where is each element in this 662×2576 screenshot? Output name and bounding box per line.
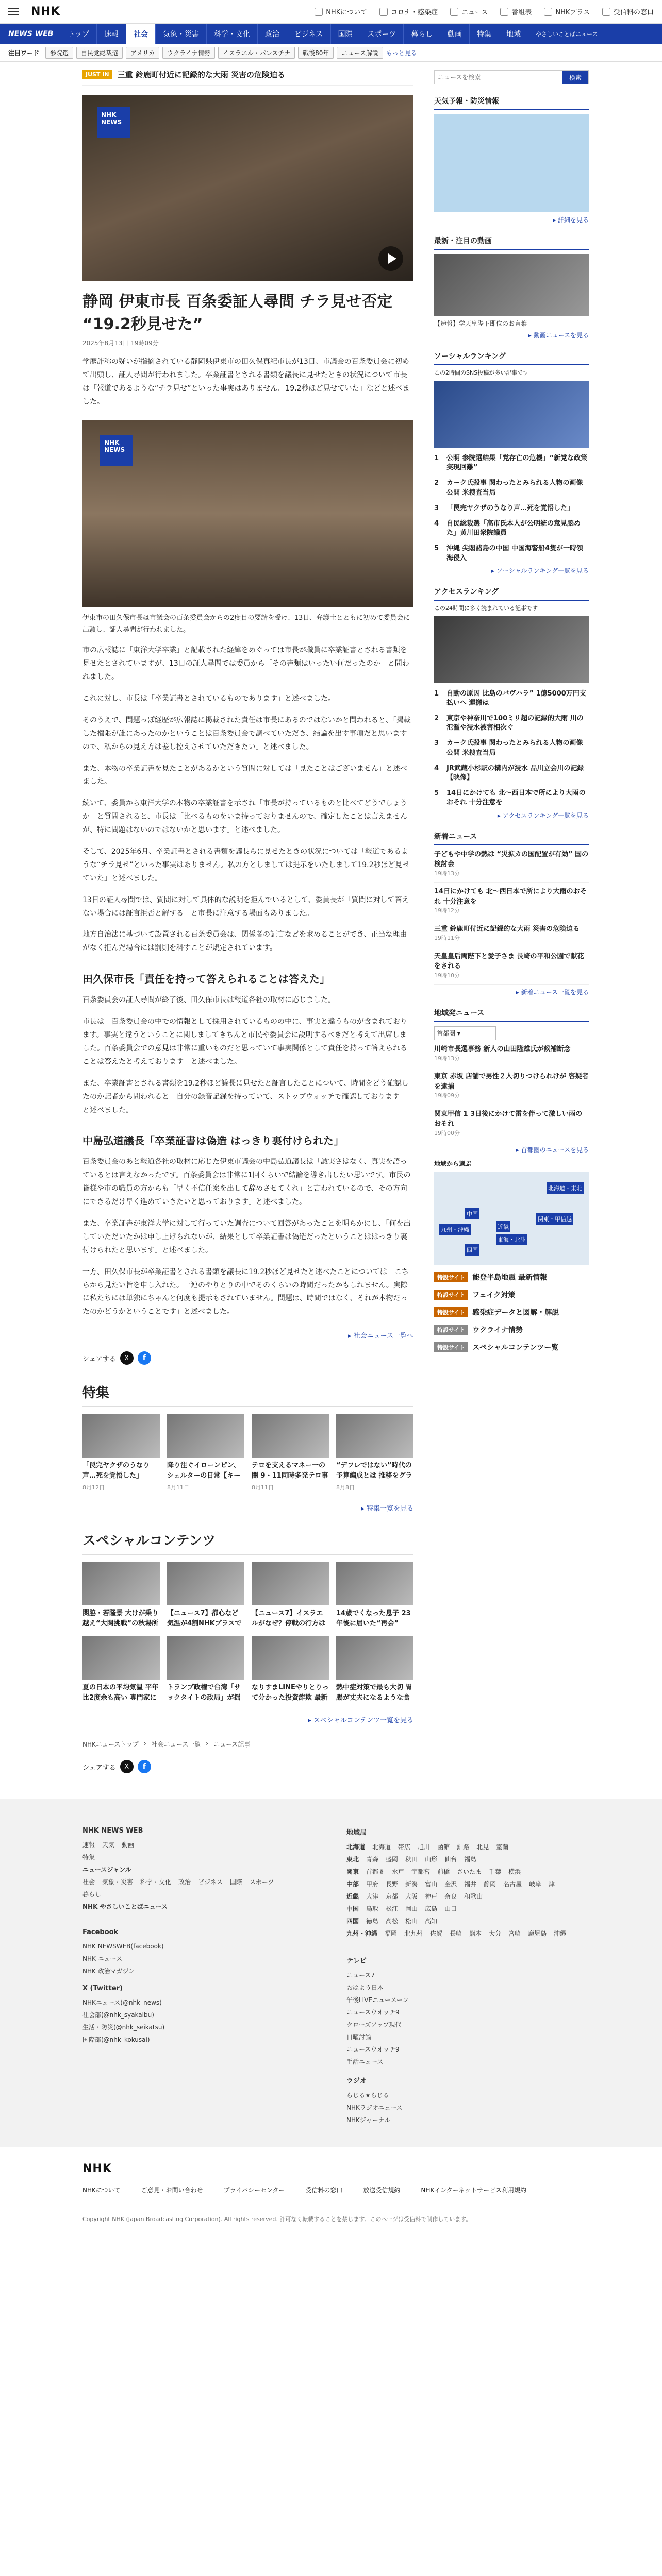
region-link[interactable]: 宇都宮 bbox=[411, 1868, 431, 1876]
ranking-item[interactable]: 2 東京や神奈川で100ミリ超の記録的大雨 川の氾濫や浸水被害相次ぐ bbox=[434, 715, 584, 732]
breadcrumb: NHKニューストップ › 社会ニュース一覧 › ニュース記事 bbox=[82, 1740, 251, 1749]
region-link[interactable]: 広島 bbox=[425, 1905, 438, 1913]
feature-card[interactable]: 「罠完ヤクザのうなり声…死を覚悟した」 8月12日 bbox=[82, 1414, 160, 1492]
top-link-fee[interactable]: 受信料の窓口 bbox=[602, 7, 654, 16]
region-map[interactable] bbox=[434, 1172, 589, 1265]
keyword-label: 注目ワード bbox=[8, 49, 40, 57]
region-link[interactable]: 函館 bbox=[437, 1843, 450, 1851]
special-site-link[interactable]: 特設サイト フェイク対策 bbox=[434, 1290, 589, 1300]
thumbnail bbox=[252, 1636, 329, 1680]
search-input[interactable] bbox=[435, 71, 562, 84]
news-item[interactable]: 東京 赤坂 店舗で男性２人切りつけられけが 容疑者を逮捕 19時09分 bbox=[434, 1067, 589, 1105]
region-link[interactable]: 北見 bbox=[476, 1843, 489, 1851]
ranking-item[interactable]: 3 カーク氏殺事 関わったとみられる人物の画像公開 米捜査当局 bbox=[434, 739, 583, 757]
nav-weather[interactable]: 気象・災害 bbox=[156, 24, 207, 44]
special-site-link[interactable]: 特設サイト 感染症データと図解・解説 bbox=[434, 1307, 589, 1317]
region-link[interactable]: 大分 bbox=[489, 1930, 502, 1938]
access-ranking-link[interactable]: ▸ アクセスランキング一覧を見る bbox=[497, 811, 589, 819]
region-link[interactable]: 佐賀 bbox=[430, 1930, 443, 1938]
ranking-item[interactable]: 4 JR武蔵小杉駅の構内が浸水 品川立会川の記録【映像】 bbox=[434, 764, 584, 782]
footer-title: X (Twitter) bbox=[82, 1985, 123, 1993]
breaking-alert[interactable] bbox=[82, 69, 413, 86]
nav-society[interactable]: 社会 bbox=[126, 24, 156, 44]
weather-map[interactable] bbox=[434, 114, 589, 212]
video-thumbnail[interactable] bbox=[434, 254, 589, 316]
region-button[interactable]: 四国 bbox=[465, 1244, 479, 1256]
top-link-plus[interactable]: NHKプラス bbox=[544, 7, 590, 16]
region-select[interactable]: 首都圏 ▾ bbox=[434, 1026, 496, 1040]
nav-international[interactable]: 国際 bbox=[331, 24, 360, 44]
thumbnail bbox=[336, 1414, 413, 1458]
footer-link[interactable]: 受信料の窓口 bbox=[305, 2187, 343, 2194]
thumbnail bbox=[167, 1636, 244, 1680]
paragraph: また、本物の卒業証書を見たことがあるかという質問に対しては「見たことはございません」と述べました。 bbox=[82, 764, 407, 786]
region-link[interactable]: 岐阜 bbox=[529, 1880, 542, 1888]
virus-icon bbox=[379, 8, 388, 16]
footer-title: テレビ bbox=[346, 1957, 367, 1965]
footer-link[interactable]: ニュース7 bbox=[346, 1972, 375, 1979]
facebook-share-icon[interactable]: f bbox=[138, 1760, 151, 1773]
footer-title: Facebook bbox=[82, 1928, 119, 1937]
paragraph: 百条委員会の証人尋問が終了後、田久保市長は報道各社の取材に応じました。 bbox=[82, 996, 335, 1005]
info-icon bbox=[315, 8, 323, 16]
share-label: シェアする bbox=[82, 1355, 116, 1363]
footer-left bbox=[82, 1820, 316, 2126]
ranking-item[interactable]: 1 自動の原因 比島のバヴハラ” 1億5000万円支払いへ 運搬は bbox=[434, 689, 586, 707]
top-link-news[interactable]: ニュース bbox=[450, 7, 488, 16]
breadcrumb-item[interactable]: 社会ニュース一覧 bbox=[151, 1741, 201, 1749]
video-caption[interactable]: 【速報】学天皇陛下即位のお言葉 bbox=[434, 320, 527, 327]
alert-text: 三重 鈴鹿町付近に記録的な大雨 災害の危険迫る bbox=[117, 70, 286, 79]
region-row bbox=[346, 1866, 580, 1878]
nhk-logo[interactable]: NHK bbox=[31, 5, 60, 18]
region-link[interactable]: 横浜 bbox=[508, 1868, 521, 1876]
top-link-program[interactable]: 番組表 bbox=[500, 7, 532, 16]
just-in-tag: JUST IN bbox=[82, 70, 112, 79]
thumbnail bbox=[82, 1414, 160, 1458]
nav-life[interactable]: 暮らし bbox=[404, 24, 440, 44]
footer-link[interactable]: 放送受信規約 bbox=[363, 2187, 401, 2194]
news-item[interactable]: 14日にかけても 北〜西日本で所により大雨のおそれ 十分注意を 19時12分 bbox=[434, 883, 589, 920]
paragraph: これに対し、市長は「卒業証書とされているものであります」と述べました。 bbox=[82, 694, 335, 703]
footer-link[interactable]: 生活・防災(@nhk_seikatsu) bbox=[82, 2024, 165, 2031]
footer-link[interactable]: 国際部(@nhk_kokusai) bbox=[82, 2036, 150, 2044]
footer-link[interactable]: 天気 bbox=[102, 1841, 115, 1849]
region-link[interactable]: 高知 bbox=[425, 1918, 438, 1925]
footer-link[interactable]: NHKについて bbox=[82, 2187, 121, 2194]
footer-link[interactable]: ニュースウオッチ9 bbox=[346, 2046, 400, 2054]
footer-link[interactable]: 国際 bbox=[229, 1878, 242, 1886]
x-share-icon[interactable]: X bbox=[120, 1760, 134, 1773]
special-card[interactable]: 【ニュース7】イスラエルがなぜ？停戦の行方は bbox=[252, 1562, 329, 1629]
region-link[interactable]: 松山 bbox=[405, 1918, 418, 1925]
feature-card[interactable]: “デフレではない”時代の予算編成とは 推移をグラ 8月8日 bbox=[336, 1414, 413, 1492]
keyword-tag[interactable]: 自民党総裁選 bbox=[76, 47, 123, 59]
special-card[interactable]: 夏の日本の平均気温 平年比2度余も高い 専門家に bbox=[82, 1636, 160, 1703]
news-item[interactable]: 三重 鈴鹿町付近に記録的な大雨 災害の危険迫る 19時11分 bbox=[434, 920, 589, 947]
footer-link[interactable]: NHKラジオニュース bbox=[346, 2104, 403, 2112]
special-card[interactable]: 熱中症対策で最も大切 胃腸が丈夫になるような食 bbox=[336, 1636, 413, 1703]
special-card[interactable]: 【ニュース7】都心など気温が4割NHKプラスで bbox=[167, 1562, 244, 1629]
region-link[interactable]: 釧路 bbox=[457, 1843, 470, 1851]
thumbnail bbox=[82, 1636, 160, 1680]
paragraph: 一方、田久保市長が卒業証書とされる書類を議長に19.2秒ほど見せたと述べたことについては「こちらから見たい旨を申し入れた。一連のやりとりの中でそのくらいの時間だったかもしれません。実際に私たちには単独にちゃんと何度も提示もされていません。問題は、時間ではなく、それが本物だったのかどうかということです」と述べました。 bbox=[82, 1267, 409, 1316]
breadcrumb-item[interactable]: NHKニューストップ bbox=[82, 1741, 139, 1749]
region-link[interactable]: 福岡 bbox=[385, 1930, 398, 1938]
access-ranking bbox=[434, 586, 589, 820]
footer-link[interactable]: らじる★らじる bbox=[346, 2092, 389, 2099]
region-button[interactable]: 関東・甲信越 bbox=[536, 1213, 573, 1225]
region-link[interactable]: 徳島 bbox=[366, 1918, 379, 1925]
article-date: 2025年8月13日 19時09分 bbox=[82, 340, 159, 347]
region-map-label: 地域から選ぶ bbox=[434, 1160, 472, 1168]
footer-link[interactable]: 手話ニュース bbox=[346, 2058, 384, 2066]
paragraph: 百条委員会のあと報道各社の取材に応じた伊東市議会の中島弘道議長は「誠実さはなく、真実を語っているとは言えなかったです。百条委員会は非常に1回くらいで結論を導き出したい思いです。市民の皆様や市の職員の方からも「早く不信任案を出して辞めさせてくれ」と言われているので、その方向にできるだけ早く進めていきたいと思っております」と述べました。 bbox=[82, 1158, 411, 1207]
region-link[interactable]: 千葉 bbox=[489, 1868, 502, 1876]
box-title: 最新・注目の動画 bbox=[434, 235, 589, 250]
region-link[interactable]: 宮崎 bbox=[508, 1930, 521, 1938]
menu-icon[interactable] bbox=[8, 6, 19, 18]
region-link[interactable]: 静岡 bbox=[484, 1880, 496, 1888]
paragraph: そのうえで、問題っぽ経歴が広報誌に掲載された責任は市長にあるのではないかと問われると、「掲載した権限が誰にあったのかということは百条委員会で調べていただき、結論を出す事項だと思いますので、私からの見え方は差し控えさせていただきたい」と述べました。 bbox=[82, 716, 411, 751]
region-link[interactable]: 高松 bbox=[386, 1918, 399, 1925]
region-group-label: 東北 bbox=[346, 1856, 359, 1863]
footer-link[interactable]: 政治 bbox=[178, 1878, 191, 1886]
local-news bbox=[434, 1008, 589, 1265]
news-item[interactable]: 天皇皇后両陛下と愛子さま 長崎の平和公園で献花をされる 19時10分 bbox=[434, 947, 589, 985]
footer bbox=[0, 1799, 662, 2147]
news-item[interactable]: 子どもや中学の熱は “災拡カの国配置が有効” 国の検討会 19時13分 bbox=[434, 845, 589, 883]
ranking-top-image[interactable] bbox=[434, 616, 589, 683]
thumbnail bbox=[336, 1562, 413, 1605]
region-row bbox=[346, 1853, 580, 1866]
section-heading: 田久保市長「責任を持って答えられることは答えた」 bbox=[82, 973, 330, 986]
nav-breaking[interactable]: 速報 bbox=[97, 24, 126, 44]
share-label: シェアする bbox=[82, 1764, 116, 1772]
region-button[interactable]: 九州・沖縄 bbox=[439, 1224, 471, 1235]
region-link[interactable]: 北九州 bbox=[404, 1930, 423, 1938]
region-link[interactable]: 盛岡 bbox=[386, 1856, 399, 1863]
nav-science[interactable]: 科学・文化 bbox=[207, 24, 258, 44]
region-link[interactable]: 帯広 bbox=[398, 1843, 411, 1851]
footer-link[interactable]: 動画 bbox=[122, 1841, 135, 1849]
paragraph: そして、2025年6月、卒業証書とされる書類を議長らに見せたときの状況については「報道であるような“チラ見せ”といった事実はありません。私の方としましては提示をいたしまして19.2秒ほど見せていた」と述べました。 bbox=[82, 848, 410, 883]
social-ranking-link[interactable]: ▸ ソーシャルランキング一覧を見る bbox=[491, 567, 589, 574]
footer-link[interactable]: 特集 bbox=[82, 1854, 95, 1861]
nav-easy-news[interactable]: やさしいことばニュース bbox=[528, 24, 605, 44]
article-image bbox=[82, 420, 413, 607]
feature-heading: 特集 bbox=[82, 1382, 413, 1407]
special-grid bbox=[82, 1562, 413, 1703]
society-news-list-link[interactable]: ▸ 社会ニュース一覧へ bbox=[347, 1332, 413, 1341]
special-site-link[interactable]: 特設サイト ウクライナ情勢 bbox=[434, 1325, 589, 1335]
section-heading: 中島弘道議長「卒業証書は偽造 はっきり裏付けられた」 bbox=[82, 1134, 344, 1147]
nav-business[interactable]: ビジネス bbox=[287, 24, 331, 44]
keyword-more-link[interactable]: もっと見る bbox=[386, 49, 417, 57]
nhk-news-logo: NHK NEWS bbox=[97, 107, 130, 138]
region-group-label: 中国 bbox=[346, 1905, 359, 1913]
keyword-tag[interactable]: 参院選 bbox=[45, 47, 73, 59]
ranking-item[interactable]: 4 自民総裁選「高市氏本人が公明統の意見脳めた」黄川田衆院議員 bbox=[434, 519, 581, 537]
keyword-tag[interactable]: ウクライナ情勢 bbox=[162, 47, 215, 59]
ranking-item[interactable]: 2 カーク氏殺事 関わったとみられる人物の画像公開 米捜査当局 bbox=[434, 479, 583, 497]
news-item[interactable]: 川崎市長選事務 新人の山田隆雄氏が候補断念 19時13分 bbox=[434, 1040, 589, 1067]
x-share-icon[interactable]: X bbox=[120, 1351, 134, 1365]
region-link[interactable]: 名古屋 bbox=[503, 1880, 522, 1888]
footer-link[interactable]: NHK やさしいことばニュース bbox=[82, 1903, 168, 1911]
feature-card[interactable]: 降り注ぐイローンピン、シェルターの日常【キー 8月11日 bbox=[167, 1414, 244, 1492]
box-title: アクセスランキング bbox=[434, 586, 589, 601]
article-body bbox=[82, 355, 413, 1319]
top-bar bbox=[0, 0, 662, 24]
footer-link[interactable]: NHK ニュース bbox=[82, 1955, 123, 1963]
region-link[interactable]: 秋田 bbox=[405, 1856, 418, 1863]
top-link-about[interactable]: NHKについて bbox=[315, 7, 367, 16]
paragraph: また、卒業証書とされる書類を19.2秒ほど議長に見せたと証言したことについて、時間をどう確認したのか記者から問われると「自分の録音記録を持っていて、ストップウォッチで確認しております」と述べました。 bbox=[82, 1079, 409, 1114]
footer-link[interactable]: NHK NEWSWEB(facebook) bbox=[82, 1943, 164, 1951]
keyword-tag[interactable]: アメリカ bbox=[126, 47, 159, 59]
footer-link[interactable]: NHK 政治マガジン bbox=[82, 1968, 135, 1975]
region-link[interactable]: 仙台 bbox=[444, 1856, 457, 1863]
region-link[interactable]: 京都 bbox=[386, 1893, 399, 1901]
play-icon bbox=[544, 8, 552, 16]
region-group-label: 関東 bbox=[346, 1868, 359, 1876]
keyword-bar bbox=[0, 44, 662, 62]
region-link[interactable]: 熊本 bbox=[469, 1930, 482, 1938]
keyword-tag[interactable]: イスラエル・パレスチナ bbox=[218, 47, 295, 59]
latest-news-link[interactable]: ▸ 新着ニュース一覧を見る bbox=[516, 989, 589, 996]
region-link[interactable]: 福井 bbox=[464, 1880, 477, 1888]
region-button[interactable]: 中国 bbox=[465, 1208, 479, 1219]
image-caption: 伊東市の田久保市長は市議会の百条委員会からの2度目の要請を受け、13日、弁護士とともに初めて委員会に出頭し、証人尋問が行われました。 bbox=[82, 614, 410, 634]
paragraph: 市の広報誌に「東洋大学卒業」と記載された経緯をめぐっては市長が職員に卒業証書とされる書類を見せたとされていますが、13日の証人尋問では委員から「その書類はいったい何だったのか」と問われました。 bbox=[82, 646, 409, 682]
ranking-top-image[interactable] bbox=[434, 381, 589, 448]
ranking-item[interactable]: 5 14日にかけても 北〜西日本で所により大雨のおそれ 十分注意を bbox=[434, 789, 586, 807]
feature-grid bbox=[82, 1414, 413, 1492]
region-row bbox=[346, 1878, 580, 1890]
footer-right bbox=[346, 1820, 580, 2126]
keyword-tag[interactable]: ニュース解説 bbox=[337, 47, 383, 59]
footer-link[interactable]: ご意見・お問い合わせ bbox=[141, 2187, 203, 2194]
special-list-link[interactable]: ▸ スペシャルコンテンツ一覧を見る bbox=[308, 1717, 413, 1725]
special-site-link[interactable]: 特設サイト 能登半島地震 最新情報 bbox=[434, 1272, 589, 1282]
box-title: 天気予報・防災情報 bbox=[434, 96, 589, 110]
thumbnail bbox=[252, 1414, 329, 1458]
footer-link[interactable]: ビジネス bbox=[198, 1878, 223, 1886]
tv-icon bbox=[500, 8, 508, 16]
top-links bbox=[315, 7, 654, 16]
special-card[interactable]: トランプ政権で台湾「サックタイトの政局」が揺 bbox=[167, 1636, 244, 1703]
footer-bottom bbox=[0, 2147, 662, 2239]
region-link[interactable]: 室蘭 bbox=[496, 1843, 509, 1851]
breadcrumb-item: ニュース記事 bbox=[213, 1741, 251, 1749]
video-box bbox=[434, 235, 589, 340]
region-link[interactable]: 奈良 bbox=[444, 1893, 457, 1901]
weather-detail-link[interactable]: ▸ 詳細を見る bbox=[553, 216, 589, 224]
nhk-news-logo: NHK NEWS bbox=[100, 435, 133, 466]
region-link[interactable]: 甲府 bbox=[366, 1880, 379, 1888]
footer-link[interactable]: おはよう日本 bbox=[346, 1984, 384, 1992]
region-row bbox=[346, 1890, 580, 1903]
special-card[interactable]: 14歳でくなった息子 23年後に届いた“再会” bbox=[336, 1562, 413, 1629]
article-title: 静岡 伊東市長 百条委証人尋問 チラ見せ否定 “19.2秒見せた” bbox=[82, 293, 393, 333]
video-list-link[interactable]: ▸ 動画ニュースを見る bbox=[528, 332, 589, 339]
region-row bbox=[346, 1903, 580, 1915]
region-link[interactable]: 津 bbox=[549, 1880, 555, 1888]
region-link[interactable]: 青森 bbox=[366, 1856, 379, 1863]
region-link[interactable]: 松江 bbox=[386, 1905, 399, 1913]
footer-link[interactable]: 暮らし bbox=[82, 1891, 102, 1899]
footer-link[interactable]: NHKニュース(@nhk_news) bbox=[82, 1999, 162, 2007]
region-link[interactable]: 大阪 bbox=[405, 1893, 418, 1901]
region-link[interactable]: 長野 bbox=[386, 1880, 399, 1888]
thumbnail bbox=[82, 1562, 160, 1605]
nav-feature[interactable]: 特集 bbox=[470, 24, 499, 44]
special-site-link[interactable]: 特設サイト スペシャルコンテンツー覧 bbox=[434, 1342, 589, 1352]
footer-link[interactable]: クローズアップ現代 bbox=[346, 2021, 402, 2029]
footer-link[interactable]: 科学・文化 bbox=[140, 1878, 172, 1886]
footer-link[interactable]: 速報 bbox=[82, 1841, 95, 1849]
top-link-corona[interactable]: コロナ・感染症 bbox=[379, 7, 438, 16]
play-icon[interactable] bbox=[378, 246, 403, 271]
region-link[interactable]: 新潟 bbox=[405, 1880, 418, 1888]
region-link[interactable]: 神戸 bbox=[425, 1893, 438, 1901]
paragraph: 学歴詐称の疑いが指摘されている静岡県伊東市の田久保真紀市長が13日、市議会の百条委員会に初めて出頭し、証人尋問が行われました。卒業証書とされる書類を議長に見せたときの状況について市長は「報道であるような“チラ見せ”といった事実はありません。19.2秒ほど見せていた」などと述べました。 bbox=[82, 358, 410, 406]
footer-link[interactable]: ニュースウオッチ9 bbox=[346, 2009, 400, 2016]
region-link[interactable]: 和歌山 bbox=[464, 1893, 483, 1901]
region-link[interactable]: 富山 bbox=[425, 1880, 438, 1888]
footer-link[interactable]: NHKジャーナル bbox=[346, 2116, 391, 2124]
region-link[interactable]: 長崎 bbox=[450, 1930, 462, 1938]
thumbnail bbox=[252, 1562, 329, 1605]
search-button[interactable]: 検索 bbox=[562, 71, 588, 84]
box-title: ソーシャルランキング bbox=[434, 351, 589, 365]
social-ranking bbox=[434, 351, 589, 575]
region-link[interactable]: さいたま bbox=[457, 1868, 482, 1876]
nav-top[interactable]: トップ bbox=[60, 24, 97, 44]
news-icon bbox=[450, 8, 458, 16]
special-card[interactable]: なりすまLINEやりとりって分かった投資詐欺 最新 bbox=[252, 1636, 329, 1703]
footer-title: NHK NEWS WEB bbox=[82, 1827, 143, 1835]
region-link[interactable]: 大津 bbox=[366, 1893, 379, 1901]
box-title: 新着ニュース bbox=[434, 831, 589, 845]
sidebar bbox=[434, 62, 589, 1773]
region-link[interactable]: 金沢 bbox=[444, 1880, 457, 1888]
footer-subtitle: ニュースジャンル bbox=[82, 1866, 131, 1874]
nav-sports[interactable]: スポーツ bbox=[360, 24, 404, 44]
news-item[interactable]: 関東甲信 1 3日後にかけて雷を伴って激しい雨のおそれ 19時00分 bbox=[434, 1105, 589, 1143]
keyword-tag[interactable]: 戦後80年 bbox=[298, 47, 334, 59]
share-bar bbox=[82, 1351, 413, 1365]
region-group-label: 四国 bbox=[346, 1918, 359, 1925]
thumbnail bbox=[167, 1414, 244, 1458]
footer-link[interactable]: 社会部(@nhk_syakaibu) bbox=[82, 2011, 154, 2019]
share-bar-bottom bbox=[82, 1760, 413, 1773]
box-subtitle: この24時間に多く読まれている記事です bbox=[434, 604, 538, 612]
region-button[interactable]: 近畿 bbox=[496, 1221, 510, 1232]
footer-link[interactable]: プライバシーセンター bbox=[223, 2187, 285, 2194]
region-button[interactable]: 東海・北陸 bbox=[496, 1234, 527, 1245]
ranking-item[interactable]: 3 「罠完ヤクザのうなり声…死を覚悟した」 bbox=[434, 504, 574, 512]
local-news-link[interactable]: ▸ 首都圏のニュースを見る bbox=[516, 1146, 589, 1154]
region-link[interactable]: 沖縄 bbox=[554, 1930, 567, 1938]
nav-region[interactable]: 地域 bbox=[499, 24, 528, 44]
region-group-label: 近畿 bbox=[346, 1893, 359, 1901]
region-link[interactable]: 岡山 bbox=[405, 1905, 418, 1913]
search-form bbox=[434, 70, 589, 84]
thumbnail bbox=[167, 1562, 244, 1605]
paragraph: また、卒業証書が東洋大学に対して行っていた調査について回答があったことを明らかにし、「何を出していただいたかは申し上げられないが、結果として卒業証書は偽造だったということははっきり裏付けられたと思います」と述べました。 bbox=[82, 1219, 411, 1255]
region-button[interactable]: 北海道・東北 bbox=[547, 1182, 584, 1194]
region-link[interactable]: 鹿児島 bbox=[528, 1930, 547, 1938]
region-link[interactable]: 水戸 bbox=[392, 1868, 405, 1876]
special-heading: スペシャルコンテンツ bbox=[82, 1530, 413, 1555]
region-link[interactable]: 鳥取 bbox=[366, 1905, 379, 1913]
nhk-footer-logo[interactable]: NHK bbox=[82, 2162, 112, 2176]
paragraph: 続いて、委員から東洋大学の本物の卒業証書を示され「市長が持っているものと比べてどうでしょうか」と質問されると、市長は「比べるものをいま持っておりませんので、確定したことは言えませんが、特に問題はないのではないかと思います」と述べました。 bbox=[82, 799, 407, 835]
ranking-item[interactable]: 5 沖縄 尖閣諸島の中国 中国海警船4隻が一時領海侵入 bbox=[434, 545, 584, 562]
yen-icon bbox=[602, 8, 610, 16]
footer-link[interactable]: 社会 bbox=[82, 1878, 95, 1886]
latest-news bbox=[434, 831, 589, 997]
feature-list-link[interactable]: ▸ 特集一覧を見る bbox=[361, 1505, 413, 1513]
region-link[interactable]: 山口 bbox=[444, 1905, 457, 1913]
footer-title: ラジオ bbox=[346, 2077, 367, 2086]
hero-video[interactable] bbox=[82, 95, 413, 281]
footer-link[interactable]: スポーツ bbox=[249, 1878, 274, 1886]
footer-link[interactable]: NHKインターネットサービス利用規約 bbox=[421, 2187, 527, 2194]
footer-link[interactable]: 日曜討論 bbox=[346, 2033, 372, 2041]
feature-card[interactable]: テロを支えるマネー一の闇 9・11同時多発テロ事 8月11日 bbox=[252, 1414, 329, 1492]
weather-box bbox=[434, 96, 589, 224]
region-group-label: 北海道 bbox=[346, 1843, 366, 1851]
region-row bbox=[346, 1841, 580, 1853]
paragraph: 市長は「百条委員会の中での情報として採用されているものの中に、事実と違うものが含まれております。事実と違うということに関しましてきちんと市民や委員会に説明するべきだと考えて出席しました。百条委員会での意見は非常に重いものだと思っていて事実関係として責任を持って答えられることは答えたと考えております」と述べました。 bbox=[82, 1018, 407, 1066]
ranking-item[interactable]: 1 公明 参院選結果「党存亡の危機」“新党な政策実現回難” bbox=[434, 454, 588, 472]
paragraph: 地方自治法に基づいて設置される百条委員会は、関係者の証言などを求めることができ、正当な理由がなく拒んだ場合には罰則を科すことが規定されています。 bbox=[82, 930, 407, 953]
region-row bbox=[346, 1915, 580, 1927]
region-row bbox=[346, 1927, 580, 1940]
main-column bbox=[82, 62, 413, 1773]
region-link-list bbox=[346, 1841, 580, 1940]
global-nav bbox=[0, 24, 662, 44]
footer-link[interactable]: 気象・災害 bbox=[102, 1878, 134, 1886]
footer-title: 地域局 bbox=[346, 1829, 367, 1837]
box-title: 地域発ニュース bbox=[434, 1008, 589, 1022]
footer-link[interactable]: 午後LIVEニュースーン bbox=[346, 1996, 409, 2004]
region-link[interactable]: 福島 bbox=[464, 1856, 477, 1863]
special-card[interactable]: 関脇・若隆景 大けが乗り越え“大関挑戦”の秋場所 bbox=[82, 1562, 160, 1629]
region-group-label: 中部 bbox=[346, 1880, 359, 1888]
region-link[interactable]: 首都圏 bbox=[366, 1868, 385, 1876]
region-link[interactable]: 北海道 bbox=[372, 1843, 391, 1851]
region-link[interactable]: 旭川 bbox=[418, 1843, 431, 1851]
thumbnail bbox=[336, 1636, 413, 1680]
region-link[interactable]: 前橋 bbox=[437, 1868, 450, 1876]
facebook-share-icon[interactable]: f bbox=[138, 1351, 151, 1365]
news-web-brand[interactable]: NEWS WEB bbox=[8, 30, 54, 38]
box-subtitle: この2時間のSNS投稿が多い記事です bbox=[434, 369, 529, 376]
region-link[interactable]: 山形 bbox=[425, 1856, 438, 1863]
nav-video[interactable]: 動画 bbox=[440, 24, 470, 44]
region-group-label: 九州・沖縄 bbox=[346, 1930, 378, 1938]
paragraph: 13日の証人尋問では、質問に対して具体的な説明を拒んでいるとして、委員長が「質問に対して答えない場合には証言拒否と解する」と市長に注意する場面もありました。 bbox=[82, 895, 409, 918]
nav-politics[interactable]: 政治 bbox=[258, 24, 287, 44]
copyright: Copyright NHK (Japan Broadcasting Corporation). All rights reserved. 許可なく転載することを禁じます。このページは受信料で制作しています。 bbox=[82, 2216, 472, 2223]
